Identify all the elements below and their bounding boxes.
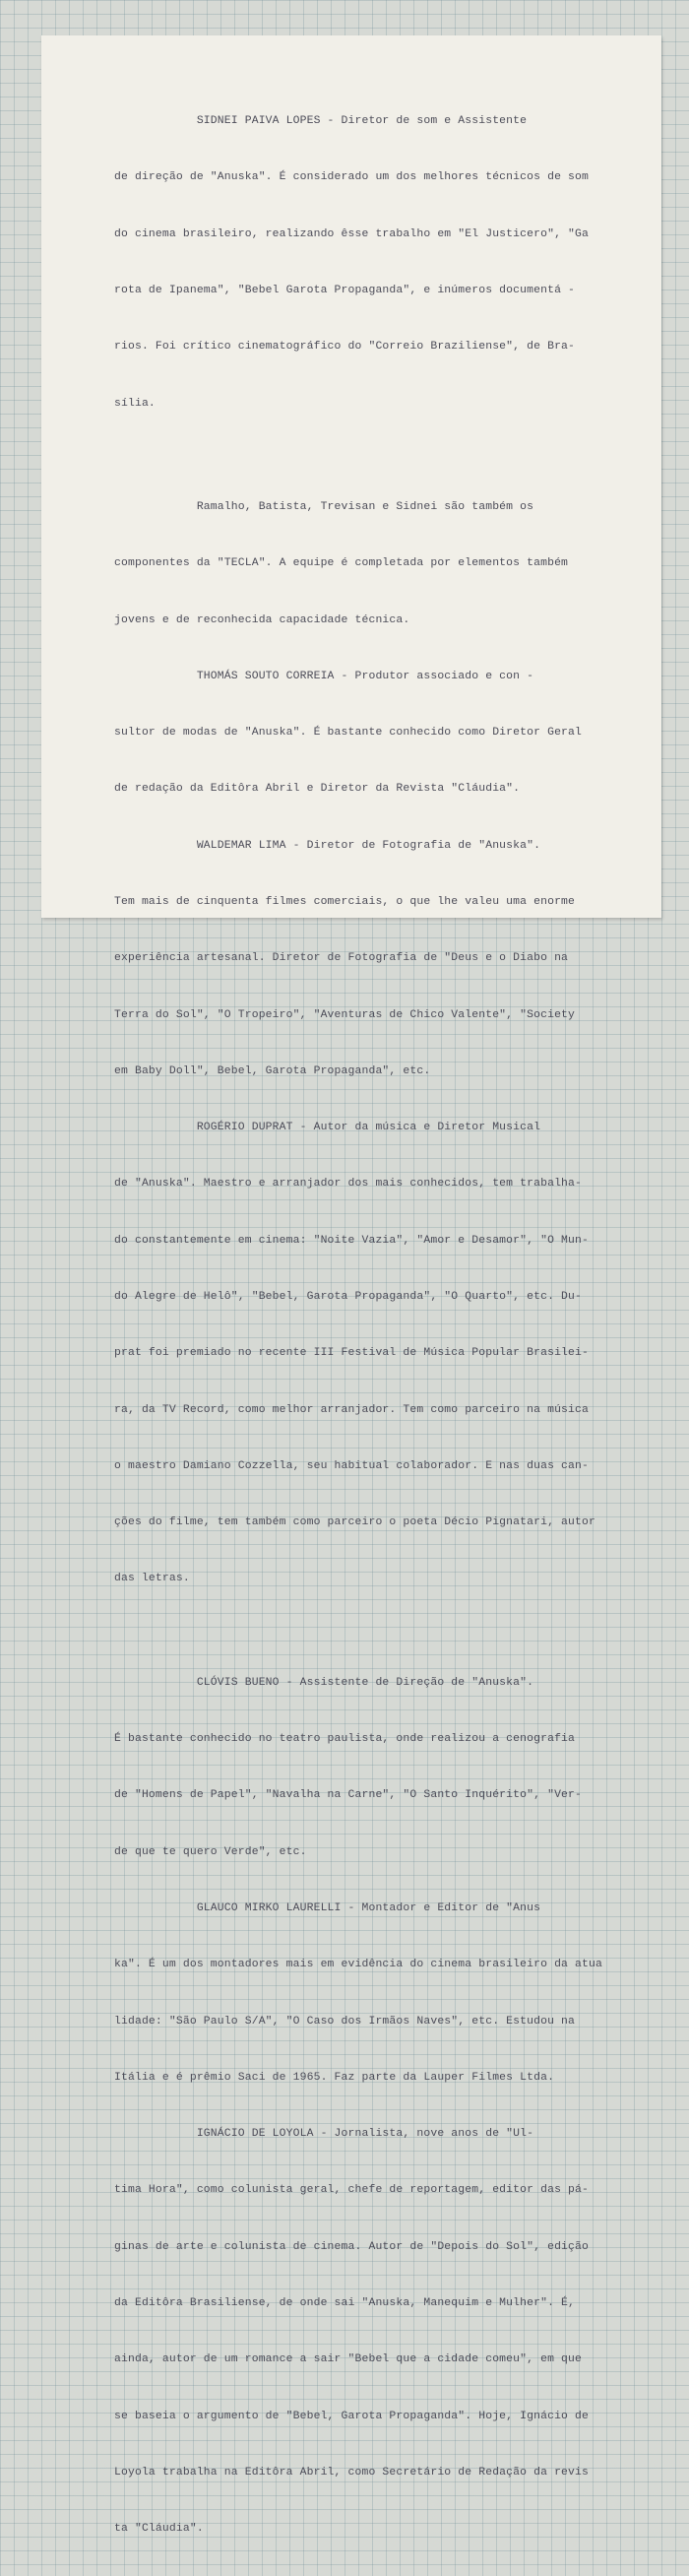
text-line: Itália e é prêmio Saci de 1965. Faz parte da Lauper Filmes Ltda. (114, 2071, 555, 2084)
text-line: Loyola trabalha na Editôra Abril, como Secretário de Redação da revis (114, 2466, 589, 2479)
text-line: prat foi premiado no recente III Festival de Música Popular Brasilei- (114, 1347, 589, 1360)
text-line: GLAUCO MIRKO LAURELLI - Montador e Editor de "Anus (114, 1902, 541, 1914)
text-line: THOMÁS SOUTO CORREIA - Produtor associado e con - (114, 670, 534, 682)
text-line: de "Anuska". Maestro e arranjador dos mais conhecidos, tem trabalha- (114, 1178, 583, 1191)
text-line: de que te quero Verde", etc. (114, 1845, 307, 1858)
text-line: jovens e de reconhecida capacidade técnica. (114, 613, 410, 626)
text-line: ka". É um dos montadores mais em evidência do cinema brasileiro da atua (114, 1959, 602, 1971)
paragraph-team-credits (114, 461, 661, 1627)
text-line: experiência artesanal. Diretor de Fotografia de "Deus e o Diabo na (114, 952, 569, 965)
text-line: SIDNEI PAIVA LOPES - Diretor de som e Assistente (114, 115, 528, 128)
text-line: das letras. (114, 1573, 190, 1585)
text-line: IGNÁCIO DE LOYOLA - Jornalista, nove anos de "Ul- (114, 2128, 534, 2141)
text-line: É bastante conhecido no teatro paulista, onde realizou a cenografia (114, 1733, 576, 1746)
text-line: de direção de "Anuska". É considerado um dos melhores técnicos de som (114, 171, 589, 184)
paragraph-clovis-glauco-ignacio (114, 1637, 661, 2576)
text-line: do cinema brasileiro, realizando êsse trabalho em "El Justicero", "Ga (114, 227, 589, 240)
text-line: sultor de modas de "Anuska". É bastante conhecido como Diretor Geral (114, 727, 583, 740)
text-line: lidade: "São Paulo S/A", "O Caso dos Irmãos Naves", etc. Estudou na (114, 2015, 576, 2028)
text-line: ra, da TV Record, como melhor arranjador. Tem como parceiro na música (114, 1403, 589, 1416)
text-line: Ramalho, Batista, Trevisan e Sidnei são também os (114, 501, 534, 514)
text-line: ta "Cláudia". (114, 2523, 204, 2536)
text-line: Tem mais de cinquenta filmes comerciais, o que lhe valeu uma enorme (114, 896, 576, 909)
text-line: sília. (114, 397, 156, 410)
text-line: ainda, autor de um romance a sair "Bebel que a cidade comeu", em que (114, 2353, 583, 2366)
typed-page (41, 35, 661, 2536)
text-line: rota de Ipanema", "Bebel Garota Propaganda", e inúmeros documentá - (114, 285, 576, 297)
text-line: em Baby Doll", Bebel, Garota Propaganda", etc. (114, 1064, 431, 1077)
text-line: se baseia o argumento de "Bebel, Garota Propaganda". Hoje, Ignácio de (114, 2410, 589, 2422)
text-line: WALDEMAR LIMA - Diretor de Fotografia de "Anuska". (114, 839, 541, 852)
text-line: ROGÉRIO DUPRAT - Autor da música e Diretor Musical (114, 1122, 541, 1134)
text-line: de redação da Editôra Abril e Diretor da Revista "Cláudia". (114, 783, 521, 796)
text-line: da Editôra Brasiliense, de onde sai "Anuska, Manequim e Mulher". É, (114, 2296, 576, 2309)
text-line: ções do filme, tem também como parceiro o poeta Décio Pignatari, autor (114, 1516, 595, 1529)
typed-text (114, 75, 661, 2576)
text-line: ginas de arte e colunista de cinema. Autor de "Depois do Sol", edição (114, 2240, 589, 2253)
text-line: do constantemente em cinema: "Noite Vazia", "Amor e Desamor", "O Mun- (114, 1234, 589, 1247)
text-line: CLÓVIS BUENO - Assistente de Direção de "Anuska". (114, 1676, 534, 1689)
text-line: tima Hora", como colunista geral, chefe de reportagem, editor das pá- (114, 2184, 589, 2197)
text-line: do Alegre de Helô", "Bebel, Garota Propaganda", "O Quarto", etc. Du- (114, 1291, 583, 1303)
text-line: o maestro Damiano Cozzella, seu habitual colaborador. E nas duas can- (114, 1459, 589, 1472)
text-line: componentes da "TECLA". A equipe é completada por elementos também (114, 557, 569, 570)
text-line: rios. Foi crítico cinematográfico do "Correio Braziliense", de Bra- (114, 341, 576, 354)
text-line: de "Homens de Papel", "Navalha na Carne", "O Santo Inquérito", "Ver- (114, 1789, 583, 1802)
text-line: Terra do Sol", "O Tropeiro", "Aventuras de Chico Valente", "Society (114, 1008, 576, 1021)
paragraph-sidnei (114, 75, 661, 451)
